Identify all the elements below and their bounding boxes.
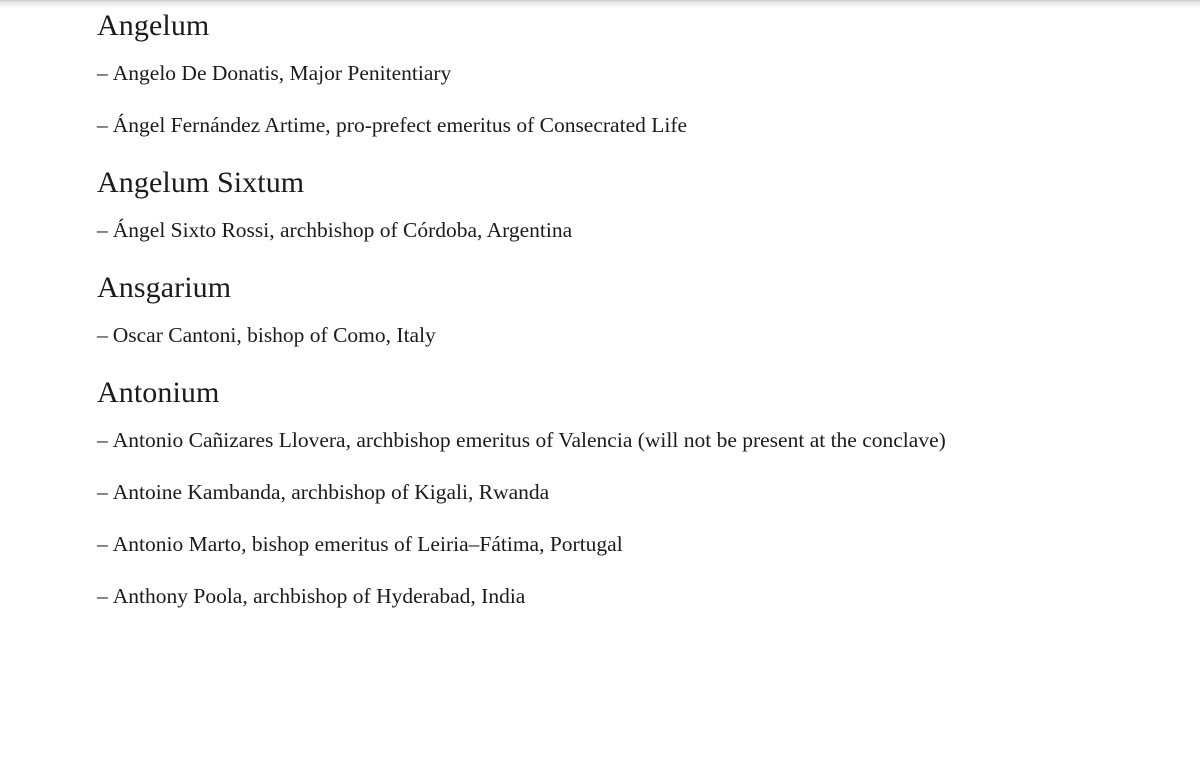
list-item: [97, 531, 1177, 558]
entry-text: Ángel Sixto Rossi, archbishop of Córdoba, Argentina: [112, 218, 573, 242]
dash: –: [97, 584, 108, 608]
list-item: [97, 583, 1177, 610]
list-item: [97, 112, 1177, 139]
entry-text: Oscar Cantoni, bishop of Como, Italy: [112, 323, 436, 347]
section-angelum: [97, 8, 1177, 139]
section-heading: Angelum Sixtum: [97, 166, 305, 199]
list-item: [97, 217, 1177, 244]
section-heading: Antonium: [97, 376, 220, 409]
section-ansgarium: [97, 270, 1177, 349]
entry-text: Ángel Fernández Artime, pro-prefect emeritus of Consecrated Life: [112, 113, 688, 137]
entry-text: Antonio Cañizares Llovera, archbishop emeritus of Valencia (will not be present at the conclave): [112, 428, 946, 452]
section-heading: Angelum: [97, 9, 210, 42]
entry-text: Anthony Poola, archbishop of Hyderabad, India: [112, 584, 526, 608]
document-body: [97, 8, 1177, 636]
dash: –: [97, 532, 108, 556]
section-antonium: [97, 375, 1177, 610]
dash: –: [97, 218, 108, 242]
dash: –: [97, 480, 108, 504]
entry-text: Antonio Marto, bishop emeritus of Leiria–Fátima, Portugal: [112, 532, 623, 556]
dash: –: [97, 428, 108, 452]
entry-text: Angelo De Donatis, Major Penitentiary: [112, 61, 452, 85]
list-item: [97, 427, 1177, 454]
list-item: [97, 60, 1177, 87]
section-angelum-sixtum: [97, 165, 1177, 244]
dash: –: [97, 323, 108, 347]
list-item: [97, 479, 1177, 506]
entry-text: Antoine Kambanda, archbishop of Kigali, Rwanda: [112, 480, 550, 504]
page-top-shadow: [0, 0, 1200, 8]
list-item: [97, 322, 1177, 349]
dash: –: [97, 61, 108, 85]
section-heading: Ansgarium: [97, 271, 232, 304]
dash: –: [97, 113, 108, 137]
